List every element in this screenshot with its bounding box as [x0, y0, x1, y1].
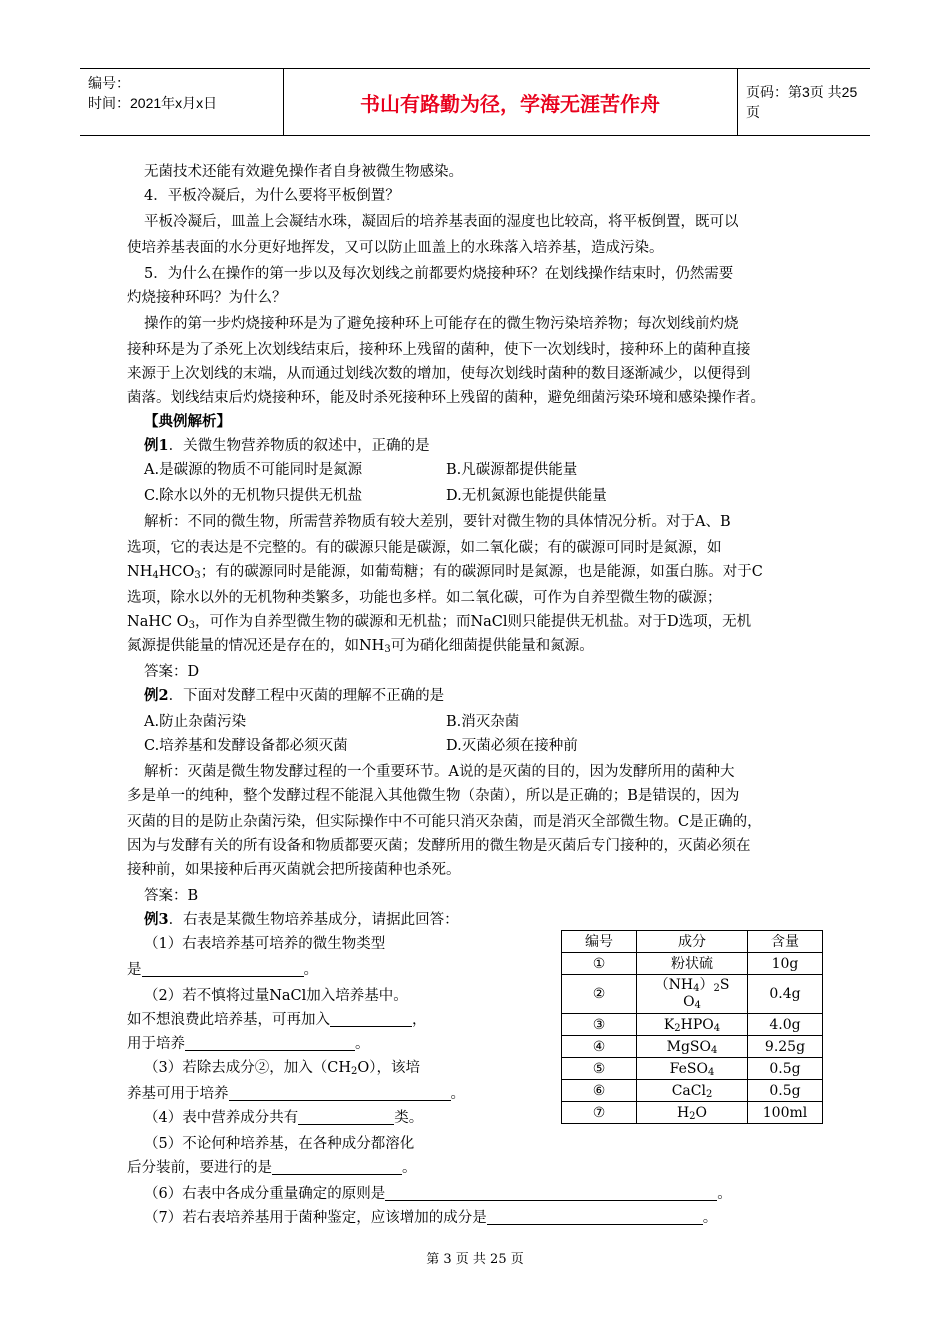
table-row	[562, 1036, 823, 1058]
text-line: 选项，它的表达是不完整的。有的碳源只能是碳源，如二氧化碳；有的碳源可同时是氮源，如	[127, 540, 722, 556]
column-header: 含量	[748, 931, 823, 953]
text-line: 解析：灭菌是微生物发酵过程的一个重要环节。A说的是灭菌的目的，因为发酵所用的菌种大	[144, 764, 735, 780]
text-line: 灭菌的目的是防止杂菌污染，但实际操作中不可能只消灭杂菌，而是消灭全部微生物。C是正确的，	[127, 814, 762, 830]
question-5: 5．为什么在操作的第一步以及每次划线之前都要灼烧接种环？在划线操作结束时，仍然需要	[144, 266, 734, 282]
date-label: 时间：2021年x月x日	[88, 95, 218, 111]
sub-question-6: （6）右表中各成分重量确定的原则是 。	[144, 1186, 732, 1202]
text-line: 氮源提供能量的情况还是存在的，如$NH_3$可为硝化细菌提供能量和氮源。	[127, 638, 594, 655]
table-row	[562, 975, 823, 1014]
answer-blank[interactable]	[487, 1210, 703, 1225]
table-cell: $(NH_4)_2S$ $O_4$	[637, 975, 748, 1014]
table-cell: 4.0g	[748, 1014, 823, 1036]
text-line: 平板冷凝后，皿盖上会凝结水珠，凝固后的培养基表面的湿度也比较高，将平板倒置，既可以	[144, 214, 739, 230]
text-line: 接种环是为了杀死上次划线结束后，接种环上残留的菌种，使下一次划线时，接种环上的菌种直接	[127, 342, 751, 358]
page-header	[80, 68, 870, 136]
table-cell: ⑥	[562, 1080, 637, 1102]
answer-blank[interactable]	[330, 1012, 412, 1027]
sub-question-2-blank: 用于培养 。	[127, 1036, 370, 1052]
page-footer: 第 3 页 共 25 页	[426, 1252, 524, 1267]
table-cell: 10g	[748, 953, 823, 975]
question-4: 4．平板冷凝后，为什么要将平板倒置？	[144, 188, 400, 204]
text-line: 菌落。划线结束后灼烧接种环，能及时杀死接种环上残留的菌种，避免细菌污染环境和感染操作者。	[127, 390, 765, 406]
sub-question-3: （3）若除去成分②，加入$(CH_2O)$，该培	[144, 1060, 420, 1077]
answer-blank[interactable]	[142, 962, 304, 977]
sub-question-2: （2）若不慎将过量NaCl加入培养基中。	[144, 988, 408, 1004]
option-c: C.培养基和发酵设备都必须灭菌	[144, 738, 348, 754]
table-row	[562, 1102, 823, 1124]
table-cell: 100ml	[748, 1102, 823, 1124]
header-page-info: 页码：第3页 共25页	[746, 84, 858, 120]
text-line: 多是单一的纯种，整个发酵过程不能混入其他微生物（杂菌），所以是正确的；B是错误的，因为	[127, 788, 740, 804]
sub-question-2-blank: 如不想浪费此培养基，可再加入 ，	[127, 1012, 427, 1028]
table-cell: $H_2O$	[637, 1102, 748, 1124]
header-motto: 书山有路勤为径，学海无涯苦作舟	[283, 69, 738, 135]
text-line: 解析：不同的微生物，所需营养物质有较大差别，要针对微生物的具体情况分析。对于A、B	[144, 514, 731, 530]
column-header: 编号	[562, 931, 637, 953]
answer-blank[interactable]	[272, 1160, 402, 1175]
table-cell: ⑤	[562, 1058, 637, 1080]
table-cell: 0.5g	[748, 1058, 823, 1080]
sub-question-4: （4）表中营养成分共有 类。	[144, 1110, 424, 1126]
table-cell: 0.4g	[748, 975, 823, 1014]
column-header: 成分	[637, 931, 748, 953]
answer-1: 答案：D	[144, 664, 200, 680]
header-meta	[80, 69, 284, 135]
medium-composition-table	[561, 930, 823, 1124]
table-cell: 0.5g	[748, 1080, 823, 1102]
table-cell: ③	[562, 1014, 637, 1036]
answer-blank[interactable]	[298, 1110, 394, 1125]
text-line: 因为与发酵有关的所有设备和物质都要灭菌；发酵所用的微生物是灭菌后专门接种的，灭菌必须在	[127, 838, 751, 854]
text-line: 灼烧接种环吗？为什么？	[127, 290, 287, 306]
table-cell: MgSO$_4$	[637, 1036, 748, 1058]
example-1-stem: 例1．关微生物营养物质的叙述中，正确的是	[144, 437, 430, 454]
text-line: 选项，除水以外的无机物种类繁多，功能也多样。如二氧化碳，可作为自养型微生物的碳源；	[127, 590, 722, 606]
answer-blank[interactable]	[229, 1086, 451, 1101]
table-cell: 粉状硫	[637, 953, 748, 975]
text-line: 来源于上次划线的末端，从而通过划线次数的增加，使每次划线时菌种的数目逐渐减少，以便得到	[127, 366, 751, 382]
sub-question-5: （5）不论何种培养基，在各种成分都溶化	[144, 1136, 415, 1152]
text-line: NaHC $O_3$，可作为自养型微生物的碳源和无机盐；而NaCl则只能提供无机盐。对于D选项，无机	[127, 614, 752, 631]
option-b: B.消灭杂菌	[446, 714, 520, 730]
sub-question-1: （1）右表培养基可培养的微生物类型	[144, 936, 386, 952]
table-cell: ②	[562, 975, 637, 1014]
table-cell: ④	[562, 1036, 637, 1058]
option-b: B.凡碳源都提供能量	[446, 462, 578, 478]
text-line: 操作的第一步灼烧接种环是为了避免接种环上可能存在的微生物污染培养物；每次划线前灼烧	[144, 316, 739, 332]
text-line: 无菌技术还能有效避免操作者自身被微生物感染。	[144, 164, 463, 180]
option-a: A.防止杂菌污染	[144, 714, 247, 730]
answer-blank[interactable]	[385, 1186, 717, 1201]
option-a: A.是碳源的物质不可能同时是氮源	[144, 462, 363, 478]
option-c: C.除水以外的无机物只提供无机盐	[144, 488, 363, 504]
table-cell: FeSO$_4$	[637, 1058, 748, 1080]
example-2-stem: 例2．下面对发酵工程中灭菌的理解不正确的是	[144, 687, 445, 704]
sub-question-1-blank: 是 。	[127, 962, 318, 978]
table-row	[562, 1014, 823, 1036]
sub-question-7: （7）若右表培养基用于菌种鉴定，应该增加的成分是 。	[144, 1210, 718, 1226]
sub-question-3-blank: 养基可用于培养 。	[127, 1086, 465, 1102]
text-line: 使培养基表面的水分更好地挥发，又可以防止皿盖上的水珠落入培养基，造成污染。	[127, 240, 664, 256]
answer-2: 答案：B	[144, 888, 199, 904]
text-line: $NH_4HCO_3$；有的碳源同时是能源，如葡萄糖；有的碳源同时是氮源，也是能源，如蛋白胨。对于C	[127, 564, 763, 581]
example-3-stem: 例3．右表是某微生物培养基成分，请据此回答：	[144, 911, 459, 928]
table-row	[562, 1080, 823, 1102]
text-line: 接种前，如果接种后再灭菌就会把所接菌种也杀死。	[127, 862, 461, 878]
number-label: 编号：	[88, 75, 130, 91]
table-cell: CaCl$_2$	[637, 1080, 748, 1102]
table-header-row	[562, 931, 823, 953]
answer-blank[interactable]	[185, 1036, 355, 1051]
table-cell: 9.25g	[748, 1036, 823, 1058]
table-cell: ⑦	[562, 1102, 637, 1124]
section-heading: 【典例解析】	[144, 413, 231, 430]
table-row	[562, 1058, 823, 1080]
option-d: D.无机氮源也能提供能量	[446, 488, 607, 504]
sub-question-5-blank: 后分装前，要进行的是 。	[127, 1160, 417, 1176]
table-cell: ①	[562, 953, 637, 975]
table-row	[562, 953, 823, 975]
table-cell: $K_2HPO_4$	[637, 1014, 748, 1036]
option-d: D.灭菌必须在接种前	[446, 738, 578, 754]
